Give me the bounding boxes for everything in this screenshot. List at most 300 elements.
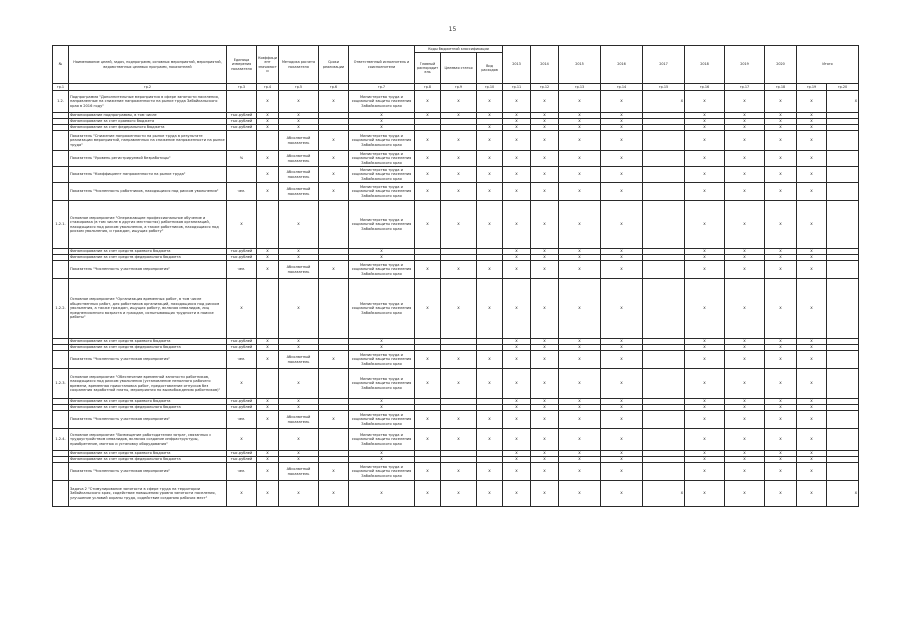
cell-unit: тыс.рублей (227, 255, 257, 261)
cell-col-16: X (685, 411, 725, 429)
cell-col-9: X (441, 279, 477, 339)
cell-col-13: X (559, 183, 601, 201)
cell-col-14: X (601, 405, 643, 411)
cell-col-13: X (559, 167, 601, 183)
header-exp-type: Вид расходов (477, 53, 503, 84)
col-number: гр.16 (685, 84, 725, 91)
cell-col-11: X (503, 339, 531, 345)
cell-col-18: X (765, 351, 797, 369)
cell-coefficient: X (257, 411, 279, 429)
cell-col-18: X (765, 119, 797, 125)
cell-term: X (319, 131, 349, 151)
cell-col-11: X (503, 183, 531, 201)
col-number: гр.15 (643, 84, 685, 91)
cell-col-12: X (531, 345, 559, 351)
cell-col-14: X (601, 339, 643, 345)
cell-col-12: X (531, 255, 559, 261)
cell-col-14: X (601, 151, 643, 167)
cell-col-19: X (797, 279, 827, 339)
cell-col-13: X (559, 113, 601, 119)
cell-col-19: X (797, 113, 827, 119)
cell-col-12: X (531, 113, 559, 119)
cell-col-15 (643, 131, 685, 151)
cell-coefficient (257, 279, 279, 339)
header-responsible: Ответственный исполнитель и соисполнители (349, 46, 415, 84)
cell-col-12: X (531, 463, 559, 481)
col-number: гр.5 (279, 84, 319, 91)
col-number: гр.7 (349, 84, 415, 91)
cell-col-10: X (477, 351, 503, 369)
cell-number (53, 151, 69, 167)
cell-col-9: X (441, 201, 477, 249)
header-name: Наименование целей, задач, подпрограмм, основных мероприятий, мероприятий, ведомственных целевых программ, показателей (69, 46, 227, 84)
cell-col-16: X (685, 151, 725, 167)
cell-col-18: X (765, 405, 797, 411)
cell-coefficient: X (257, 345, 279, 351)
cell-col-9: X (441, 351, 477, 369)
cell-col-13: X (559, 351, 601, 369)
cell-col-18: X (765, 463, 797, 481)
table-row (53, 261, 859, 279)
cell-method: X (279, 91, 319, 113)
cell-col-14: X (601, 91, 643, 113)
cell-method: X (279, 369, 319, 399)
header-target: Целевая статья (441, 53, 477, 84)
cell-col-11: X (503, 261, 531, 279)
col-number: гр.20 (827, 84, 859, 91)
cell-col-19: X (797, 411, 827, 429)
cell-col-8: X (415, 351, 441, 369)
cell-col-9: X (441, 183, 477, 201)
cell-col-16: X (685, 351, 725, 369)
cell-term: X (319, 91, 349, 113)
cell-responsible: X (349, 255, 415, 261)
cell-term (319, 429, 349, 451)
cell-col-15 (643, 429, 685, 451)
cell-col-12: X (531, 125, 559, 131)
cell-col-18: X (765, 167, 797, 183)
cell-col-11: X (503, 249, 531, 255)
cell-unit: чел. (227, 463, 257, 481)
cell-responsible: Министерство труда и социальной защиты населения Забайкальского края (349, 351, 415, 369)
col-number: гр.4 (257, 84, 279, 91)
cell-responsible: Министерство труда и социальной защиты населения Забайкальского края (349, 463, 415, 481)
cell-col-20: X (827, 91, 859, 113)
cell-col-17: X (725, 345, 765, 351)
col-number: гр.2 (69, 84, 227, 91)
cell-method: X (279, 249, 319, 255)
cell-coefficient: X (257, 339, 279, 345)
cell-col-20 (827, 463, 859, 481)
cell-method: X (279, 457, 319, 463)
cell-col-12: X (531, 339, 559, 345)
cell-method: X (279, 399, 319, 405)
cell-col-15 (643, 463, 685, 481)
cell-col-10: X (477, 183, 503, 201)
cell-col-16: X (685, 279, 725, 339)
cell-col-11: X (503, 119, 531, 125)
cell-col-11: X (503, 369, 531, 399)
cell-responsible: X (349, 249, 415, 255)
cell-responsible: Министерство труда и социальной защиты населения Забайкальского края (349, 369, 415, 399)
cell-unit: чел. (227, 411, 257, 429)
cell-col-19: X (797, 451, 827, 457)
cell-col-19: X (797, 369, 827, 399)
table-row (53, 429, 859, 451)
cell-coefficient: X (257, 261, 279, 279)
cell-col-18: X (765, 249, 797, 255)
cell-col-17: X (725, 405, 765, 411)
cell-col-17: X (725, 451, 765, 457)
cell-col-9: X (441, 481, 477, 507)
cell-method: X (279, 345, 319, 351)
cell-col-13: X (559, 339, 601, 345)
cell-method: Абсолютный показатель (279, 183, 319, 201)
cell-method: X (279, 279, 319, 339)
cell-col-15 (643, 351, 685, 369)
cell-coefficient: X (257, 125, 279, 131)
cell-col-18: X (765, 261, 797, 279)
cell-col-18: X (765, 369, 797, 399)
cell-col-16: X (685, 167, 725, 183)
cell-col-12: X (531, 151, 559, 167)
cell-term: X (319, 411, 349, 429)
cell-col-15 (643, 261, 685, 279)
cell-col-20 (827, 183, 859, 201)
cell-col-8: X (415, 481, 441, 507)
cell-col-17: X (725, 411, 765, 429)
cell-col-10: X (477, 125, 503, 131)
cell-col-14: X (601, 201, 643, 249)
cell-name: Показатель "Уровень регистрируемой безработицы" (69, 151, 227, 167)
cell-col-10: X (477, 261, 503, 279)
cell-col-8: X (415, 183, 441, 201)
cell-col-19: X (797, 345, 827, 351)
cell-col-20 (827, 261, 859, 279)
cell-responsible: Министерство труда и социальной защиты населения Забайкальского края (349, 201, 415, 249)
cell-col-19: X (797, 119, 827, 125)
cell-col-12: X (531, 201, 559, 249)
cell-col-12: X (531, 451, 559, 457)
cell-col-13: X (559, 463, 601, 481)
cell-col-18: X (765, 399, 797, 405)
cell-col-16: X (685, 399, 725, 405)
col-number: гр.10 (477, 84, 503, 91)
cell-coefficient: X (257, 457, 279, 463)
cell-col-10: X (477, 113, 503, 119)
cell-method: X (279, 201, 319, 249)
cell-coefficient: X (257, 119, 279, 125)
table-row (53, 151, 859, 167)
cell-col-12: X (531, 457, 559, 463)
cell-col-15 (643, 183, 685, 201)
cell-col-18: X (765, 183, 797, 201)
cell-col-20 (827, 369, 859, 399)
header-year-2019: 2019 (725, 46, 765, 84)
cell-col-14: X (601, 261, 643, 279)
column-number-row (53, 84, 859, 91)
cell-unit: чел. (227, 351, 257, 369)
cell-col-17: X (725, 429, 765, 451)
table-body (53, 91, 859, 507)
cell-responsible: Министерство труда и социальной защиты населения Забайкальского края (349, 91, 415, 113)
cell-col-9: X (441, 411, 477, 429)
header-year-2020: 2020 (765, 46, 797, 84)
cell-col-14: X (601, 131, 643, 151)
cell-col-14: X (601, 345, 643, 351)
cell-col-19: X (797, 151, 827, 167)
cell-col-10: X (477, 167, 503, 183)
cell-col-18: X (765, 125, 797, 131)
cell-col-16: X (685, 255, 725, 261)
cell-col-14: X (601, 279, 643, 339)
table-row (53, 411, 859, 429)
cell-col-19: X (797, 201, 827, 249)
cell-number (53, 261, 69, 279)
cell-col-16: X (685, 369, 725, 399)
cell-name: Финансирование за счет федерального бюджета (69, 125, 227, 131)
cell-method: Абсолютный показатель (279, 167, 319, 183)
col-number: гр.6 (319, 84, 349, 91)
program-table (52, 45, 859, 507)
col-number: гр.8 (415, 84, 441, 91)
cell-number: 1.2.1. (53, 201, 69, 249)
cell-col-17: X (725, 351, 765, 369)
cell-col-17: X (725, 125, 765, 131)
cell-unit: X (227, 429, 257, 451)
cell-method: Абсолютный показатель (279, 463, 319, 481)
cell-col-18: X (765, 279, 797, 339)
cell-unit: тыс.рублей (227, 345, 257, 351)
cell-number (53, 411, 69, 429)
cell-col-15 (643, 201, 685, 249)
cell-col-12: X (531, 351, 559, 369)
cell-col-19: X (797, 351, 827, 369)
cell-name: Основное мероприятие "Возмещение работодателям затрат, связанных с трудоустройством инвалидов, включая создание инфраструктуры, приобретение, монтаж и установку оборудования" (69, 429, 227, 451)
cell-col-13: X (559, 151, 601, 167)
cell-col-13: X (559, 255, 601, 261)
cell-col-12: X (531, 183, 559, 201)
cell-responsible: X (349, 113, 415, 119)
cell-col-14: X (601, 119, 643, 125)
cell-col-16: X (685, 463, 725, 481)
cell-name: Основное мероприятие "Обеспечение временной занятости работников, находящихся под риском увольнения (установление неполного рабочего времени, временная приостановка работ, предоставление отпусков без сохранения заработной платы, мероприятия по высвобождению работников)" (69, 369, 227, 399)
cell-unit: X (227, 279, 257, 339)
cell-term: X (319, 167, 349, 183)
header-year-2016: 2016 (601, 46, 643, 84)
header-budget-codes: Коды бюджетной классификации (415, 46, 503, 53)
cell-col-17: X (725, 399, 765, 405)
cell-col-12: X (531, 481, 559, 507)
cell-responsible: X (349, 405, 415, 411)
cell-col-16: X (685, 261, 725, 279)
table-header (53, 46, 859, 91)
cell-unit: чел. (227, 261, 257, 279)
cell-col-11: X (503, 481, 531, 507)
cell-col-9: X (441, 167, 477, 183)
cell-col-8: X (415, 131, 441, 151)
cell-col-13: X (559, 131, 601, 151)
page-number: 15 (448, 26, 457, 33)
cell-col-13: X (559, 279, 601, 339)
cell-col-14: X (601, 125, 643, 131)
cell-name: Финансирование за счет средств федерального бюджета (69, 255, 227, 261)
cell-col-19: X (797, 481, 827, 507)
header-unit: Единица измерения показателя (227, 46, 257, 84)
cell-col-18: X (765, 201, 797, 249)
cell-unit: X (227, 369, 257, 399)
cell-col-13: X (559, 429, 601, 451)
cell-col-10: X (477, 91, 503, 113)
cell-method: X (279, 405, 319, 411)
cell-col-11: X (503, 457, 531, 463)
cell-coefficient (257, 131, 279, 151)
cell-col-15 (643, 411, 685, 429)
cell-name: Показатель "Снижение напряженности на рынке труда в результате реализации мероприятий, направленных на снижение напряженности на рынке труда" (69, 131, 227, 151)
header-method: Методика расчета показателя (279, 46, 319, 84)
cell-responsible: X (349, 339, 415, 345)
cell-term: X (319, 261, 349, 279)
cell-col-19: X (797, 261, 827, 279)
cell-col-19: X (797, 183, 827, 201)
cell-responsible: Министерство труда и социальной защиты населения Забайкальского края (349, 167, 415, 183)
cell-name: Финансирование за счет средств федерального бюджета (69, 457, 227, 463)
cell-col-17: X (725, 91, 765, 113)
table-row (53, 481, 859, 507)
cell-coefficient (257, 429, 279, 451)
cell-number (53, 351, 69, 369)
cell-col-13: X (559, 119, 601, 125)
header-total: Итого (797, 46, 859, 84)
cell-number (53, 463, 69, 481)
cell-col-8: X (415, 151, 441, 167)
cell-col-12: X (531, 399, 559, 405)
cell-col-9: X (441, 369, 477, 399)
cell-unit: тыс.рублей (227, 457, 257, 463)
table-row (53, 351, 859, 369)
header-year-2018: 2018 (685, 46, 725, 84)
cell-responsible: Министерство труда и социальной защиты населения Забайкальского края (349, 183, 415, 201)
col-number: гр.18 (765, 84, 797, 91)
cell-method: Абсолютный показатель (279, 261, 319, 279)
cell-col-17: X (725, 167, 765, 183)
cell-responsible: X (349, 481, 415, 507)
cell-col-15 (643, 279, 685, 339)
cell-coefficient: X (257, 463, 279, 481)
cell-col-13: X (559, 249, 601, 255)
cell-col-17: X (725, 279, 765, 339)
cell-col-18: X (765, 481, 797, 507)
cell-col-20 (827, 131, 859, 151)
cell-col-11: X (503, 279, 531, 339)
cell-col-16: X (685, 405, 725, 411)
cell-name: Показатель "Численность участников мероприятия" (69, 463, 227, 481)
cell-col-19: X (797, 457, 827, 463)
cell-term: X (319, 481, 349, 507)
cell-method: Абсолютный показатель (279, 151, 319, 167)
cell-name: Показатель "Численность работников, находящихся под риском увольнения" (69, 183, 227, 201)
cell-unit: тыс.рублей (227, 249, 257, 255)
cell-coefficient: X (257, 91, 279, 113)
col-number: гр.3 (227, 84, 257, 91)
cell-col-9: X (441, 91, 477, 113)
cell-col-16: X (685, 201, 725, 249)
cell-col-13: X (559, 201, 601, 249)
cell-col-16: X (685, 125, 725, 131)
cell-name: Основное мероприятие "Опережающее профессиональное обучение и стажировка (в том числе в других местностях) работников организаций, находящихся под риском увольнения, а также работников, находящихся под риском увольнения, и граждан, ищущих работу" (69, 201, 227, 249)
table-row (53, 91, 859, 113)
cell-col-17: X (725, 369, 765, 399)
cell-responsible: X (349, 451, 415, 457)
table-row (53, 201, 859, 249)
cell-col-19: X (797, 399, 827, 405)
cell-col-19: X (797, 249, 827, 255)
cell-col-17: X (725, 113, 765, 119)
cell-col-8: X (415, 261, 441, 279)
cell-col-13: X (559, 457, 601, 463)
cell-coefficient: X (257, 481, 279, 507)
table-row (53, 131, 859, 151)
cell-unit (227, 131, 257, 151)
cell-method: Абсолютный показатель (279, 411, 319, 429)
cell-coefficient: X (257, 351, 279, 369)
cell-col-11: X (503, 91, 531, 113)
header-year-2014: 2014 (531, 46, 559, 84)
cell-col-13: X (559, 91, 601, 113)
cell-col-20 (827, 151, 859, 167)
cell-col-13: X (559, 481, 601, 507)
cell-name: Финансирование за счет средств краевого бюджета (69, 339, 227, 345)
cell-col-14: X (601, 351, 643, 369)
cell-col-13: X (559, 125, 601, 131)
cell-name: Финансирование за счет краевого бюджета (69, 119, 227, 125)
cell-name: Финансирование за счет средств краевого бюджета (69, 399, 227, 405)
cell-number: 1.2.4. (53, 429, 69, 451)
header-num: № (53, 46, 69, 84)
cell-col-13: X (559, 451, 601, 457)
cell-col-19: X (797, 255, 827, 261)
cell-col-10: X (477, 481, 503, 507)
cell-col-14: X (601, 429, 643, 451)
cell-col-14: X (601, 255, 643, 261)
cell-unit: X (227, 201, 257, 249)
cell-col-14: X (601, 451, 643, 457)
cell-method: X (279, 451, 319, 457)
cell-col-16: X (685, 451, 725, 457)
cell-col-16: X (685, 131, 725, 151)
cell-col-17: X (725, 261, 765, 279)
cell-col-19: X (797, 339, 827, 345)
col-number: гр.11 (503, 84, 531, 91)
cell-col-8: X (415, 369, 441, 399)
cell-col-15: X (643, 91, 685, 113)
cell-col-20 (827, 167, 859, 183)
table-row (53, 463, 859, 481)
cell-col-17: X (725, 119, 765, 125)
cell-col-17: X (725, 201, 765, 249)
cell-number: 1.2.2. (53, 279, 69, 339)
cell-col-17: X (725, 255, 765, 261)
cell-col-18: X (765, 429, 797, 451)
table-row (53, 279, 859, 339)
cell-col-20 (827, 411, 859, 429)
cell-col-12: X (531, 119, 559, 125)
cell-responsible: Министерство труда и социальной защиты населения Забайкальского края (349, 131, 415, 151)
col-number: гр.13 (559, 84, 601, 91)
cell-col-8: X (415, 167, 441, 183)
cell-col-13: X (559, 399, 601, 405)
cell-unit: чел. (227, 183, 257, 201)
